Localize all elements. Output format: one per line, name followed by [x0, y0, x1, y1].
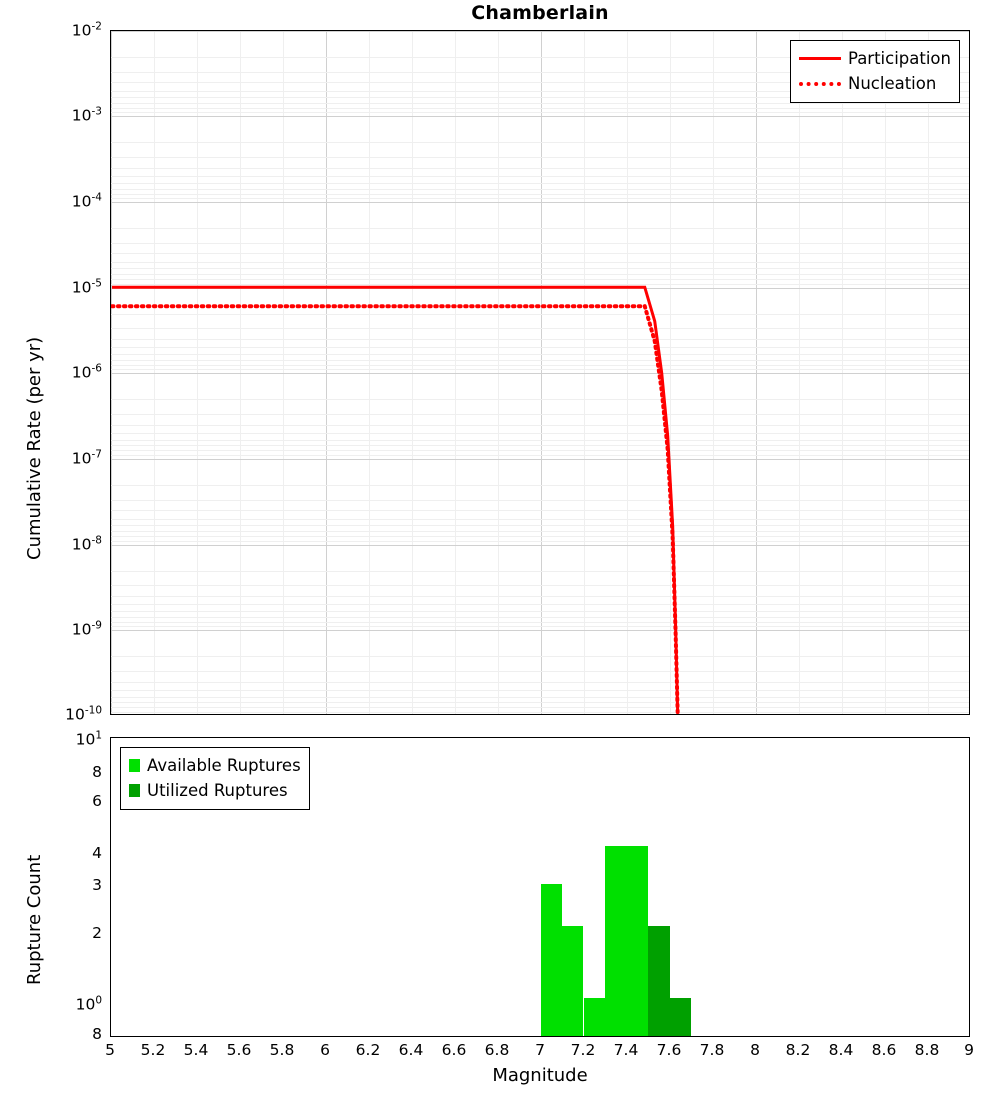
- xtick-6: 6.2: [355, 1041, 381, 1059]
- ytick-bottom-3: 4: [92, 844, 102, 862]
- bar-available-7.1: [562, 926, 583, 1036]
- xtick-16: 8.2: [785, 1041, 811, 1059]
- ytick-bottom-1: 8: [92, 763, 102, 781]
- utilized-color-swatch-icon: [129, 784, 140, 797]
- ylabel-rupture-count: Rupture Count: [24, 854, 45, 985]
- bar-available-7.3: [605, 846, 627, 1036]
- legend-label: Nucleation: [847, 74, 937, 93]
- xtick-12: 7.4: [613, 1041, 639, 1059]
- bar-available-7.2: [584, 998, 605, 1036]
- xtick-2: 5.4: [183, 1041, 209, 1059]
- xtick-18: 8.6: [871, 1041, 897, 1059]
- ytick-bottom-6: $10^0$: [75, 994, 102, 1014]
- ytick-bottom-5: 2: [92, 924, 102, 942]
- ytick-top-4: $10^{-6}$: [71, 362, 102, 382]
- bar-utilized-7.6: [670, 998, 691, 1036]
- xtick-1: 5.2: [140, 1041, 166, 1059]
- legend-item-participation: [799, 46, 951, 71]
- legend-label: Available Ruptures: [147, 756, 301, 775]
- ytick-bottom-2: 6: [92, 792, 102, 810]
- xtick-19: 8.8: [914, 1041, 940, 1059]
- xtick-13: 7.6: [656, 1041, 682, 1059]
- solid-line-swatch-icon: [799, 57, 841, 60]
- ytick-top-8: $10^{-10}$: [65, 704, 102, 724]
- legend-label: Utilized Ruptures: [147, 781, 288, 800]
- ytick-top-6: $10^{-8}$: [71, 534, 102, 554]
- legend-label: Participation: [847, 49, 951, 68]
- xtick-11: 7.2: [570, 1041, 596, 1059]
- xtick-15: 8: [750, 1041, 760, 1059]
- ytick-bottom-0: $10^1$: [75, 729, 102, 749]
- mfd-curves: [111, 31, 969, 714]
- xtick-5: 6: [320, 1041, 330, 1059]
- xtick-8: 6.6: [441, 1041, 467, 1059]
- xtick-17: 8.4: [828, 1041, 854, 1059]
- participation-curve: [112, 287, 678, 713]
- nucleation-curve: [112, 306, 678, 713]
- page-title: Chamberlain: [471, 2, 609, 24]
- xtick-9: 6.8: [484, 1041, 510, 1059]
- bar-utilized-7.5: [648, 926, 670, 1036]
- legend-bottom: [120, 747, 310, 810]
- legend-item-available-ruptures: [129, 753, 301, 778]
- bar-available-7.4: [627, 846, 648, 1036]
- bar-available-7.0: [541, 884, 562, 1036]
- ytick-top-3: $10^{-5}$: [71, 277, 102, 297]
- ylabel-cumulative-rate: Cumulative Rate (per yr): [24, 336, 45, 560]
- ytick-top-7: $10^{-9}$: [71, 619, 102, 639]
- xtick-10: 7: [535, 1041, 545, 1059]
- ytick-top-1: $10^{-3}$: [71, 105, 102, 125]
- legend-top: [790, 40, 960, 103]
- cumulative-rate-plot: [110, 30, 970, 715]
- legend-item-nucleation: [799, 71, 951, 96]
- xtick-4: 5.8: [269, 1041, 295, 1059]
- ytick-top-5: $10^{-7}$: [71, 448, 102, 468]
- ytick-bottom-4: 3: [92, 876, 102, 894]
- xlabel-magnitude: Magnitude: [492, 1065, 588, 1086]
- ytick-bottom-7: 8: [92, 1025, 102, 1043]
- xtick-7: 6.4: [398, 1041, 424, 1059]
- legend-item-utilized-ruptures: [129, 778, 301, 803]
- available-color-swatch-icon: [129, 759, 140, 772]
- ytick-top-0: $10^{-2}$: [71, 20, 102, 40]
- xtick-14: 7.8: [699, 1041, 725, 1059]
- dotted-line-swatch-icon: [799, 82, 841, 86]
- xtick-3: 5.6: [226, 1041, 252, 1059]
- rupture-count-plot: [110, 737, 970, 1037]
- xtick-20: 9: [964, 1041, 974, 1059]
- xtick-0: 5: [105, 1041, 115, 1059]
- ytick-top-2: $10^{-4}$: [71, 191, 102, 211]
